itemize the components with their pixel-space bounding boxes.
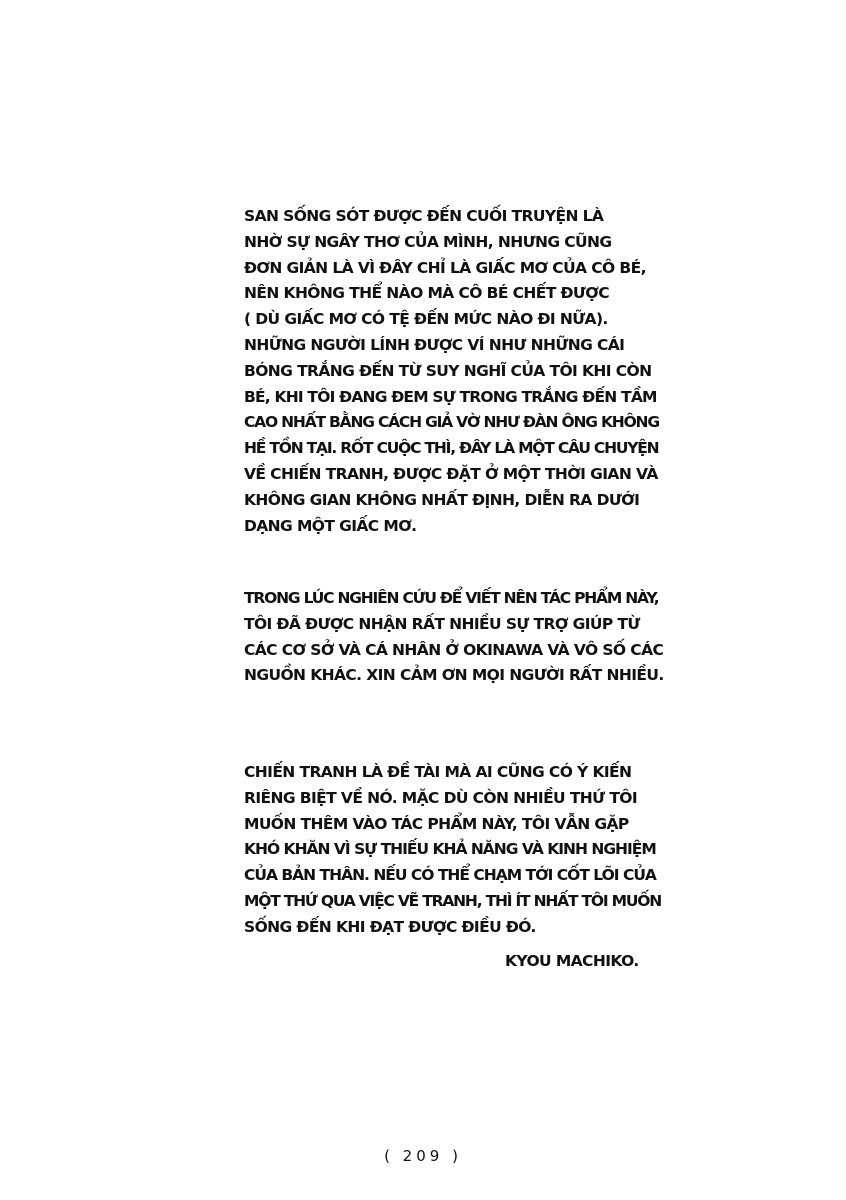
text-line: SỐNG ĐẾN KHI ĐẠT ĐƯỢC ĐIỀU ĐÓ. xyxy=(244,917,536,936)
text-line: CỦA BẢN THÂN. NẾU CÓ THỂ CHẠM TỚI CỐT LÕI CỦA xyxy=(244,866,656,885)
text-line: MỘT THỨ QUA VIỆC VẼ TRANH, THÌ ÍT NHẤT TÔI MUỐN xyxy=(244,891,662,910)
text-line: NHỜ SỰ NGÂY THƠ CỦA MÌNH, NHƯNG CŨNG xyxy=(244,232,612,251)
text-line: NÊN KHÔNG THỂ NÀO MÀ CÔ BÉ CHẾT ĐƯỢC xyxy=(244,284,609,303)
afterword-paragraph-3 xyxy=(244,760,664,941)
page-number: ( 209 ) xyxy=(384,1147,462,1165)
text-line: MUỐN THÊM VÀO TÁC PHẨM NÀY, TÔI VẪN GẶP xyxy=(244,814,629,833)
text-line: CÁC CƠ SỞ VÀ CÁ NHÂN Ở OKINAWA VÀ VÔ SỐ CÁC xyxy=(244,640,664,659)
text-line: KHÓ KHĂN VÌ SỰ THIẾU KHẢ NĂNG VÀ KINH NGHIỆM xyxy=(244,840,656,859)
text-line: BÓNG TRẮNG ĐẾN TỪ SUY NGHĨ CỦA TÔI KHI CÒN xyxy=(244,361,652,380)
text-line: NGUỒN KHÁC. XIN CẢM ƠN MỌI NGƯỜI RẤT NHIỀU. xyxy=(244,666,664,685)
text-line: TÔI ĐÃ ĐƯỢC NHẬN RẤT NHIỀU SỰ TRỢ GIÚP TỪ xyxy=(244,614,640,633)
afterword-paragraph-1 xyxy=(244,204,664,539)
text-line: KHÔNG GIAN KHÔNG NHẤT ĐỊNH, DIỄN RA DƯỚI xyxy=(244,490,640,509)
text-line: NHỮNG NGƯỜI LÍNH ĐƯỢC VÍ NHƯ NHỮNG CÁI xyxy=(244,335,625,354)
text-line: CHIẾN TRANH LÀ ĐỀ TÀI MÀ AI CŨNG CÓ Ý KIẾN xyxy=(244,763,632,781)
text-line: RIÊNG BIỆT VỀ NÓ. MẶC DÙ CÒN NHIỀU THỨ TÔI xyxy=(244,788,638,807)
text-line: VỀ CHIẾN TRANH, ĐƯỢC ĐẶT Ở MỘT THỜI GIAN VÀ xyxy=(244,464,658,483)
text-line: BÉ, KHI TÔI ĐANG ĐEM SỰ TRONG TRẮNG ĐẾN TẦM xyxy=(244,387,657,406)
text-line: CAO NHẤT BẰNG CÁCH GIẢ VỜ NHƯ ĐÀN ÔNG KHÔNG xyxy=(244,413,659,432)
text-line: ĐƠN GIẢN LÀ VÌ ĐÂY CHỈ LÀ GIẤC MƠ CỦA CÔ BÉ, xyxy=(244,258,646,277)
text-line: SAN SỐNG SÓT ĐƯỢC ĐẾN CUỐI TRUYỆN LÀ xyxy=(244,207,604,225)
afterword-paragraph-2 xyxy=(244,586,664,689)
text-line: DẠNG MỘT GIẤC MƠ. xyxy=(244,516,417,535)
text-line: TRONG LÚC NGHIÊN CỨU ĐỂ VIẾT NÊN TÁC PHẨM NÀY, xyxy=(244,589,659,607)
text-line: HỀ TỒN TẠI. RỐT CUỘC THÌ, ĐÂY LÀ MỘT CÂU CHUYỆN xyxy=(244,439,659,458)
text-line: ( DÙ GIẤC MƠ CÓ TỆ ĐẾN MỨC NÀO ĐI NỮA). xyxy=(244,310,608,329)
author-signature: KYOU MACHIKO. xyxy=(505,952,639,970)
